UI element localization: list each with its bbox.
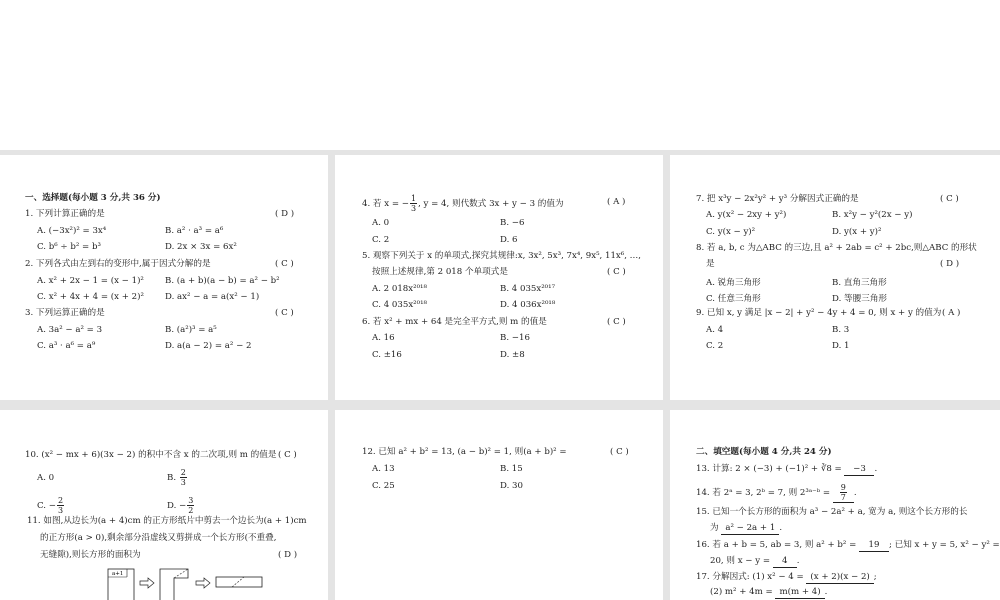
- figure-arrow-1: [140, 578, 154, 588]
- question-17-stem: 17. 分解因式: (1) x² − 4 =: [696, 572, 804, 582]
- question-14-num: 9: [840, 483, 846, 492]
- question-5-option-b: B. 4 035x²⁰¹⁷: [500, 284, 556, 294]
- question-15-period: .: [779, 523, 783, 533]
- question-4-fraction-num: 1: [410, 194, 417, 203]
- question-17-answer-1: (x + 2)(x − 2): [806, 572, 873, 584]
- question-5-stem-line1: 5. 观察下列关于 x 的单项式,探究其规律:x, 3x², 5x³, 7x⁴, 9x⁵, 11x⁶, …,: [362, 251, 641, 261]
- question-15-stem: 15. 已知一个长方形的面积为 a³ − 2a² + a, 宽为 a, 则这个长方形的长: [696, 507, 968, 517]
- question-16-line1: [696, 540, 1000, 552]
- question-4-fraction: [410, 194, 417, 213]
- question-4-answer: ( A ): [607, 197, 626, 207]
- panel-question-12: [335, 410, 663, 600]
- question-7-stem: 7. 把 x³y − 2x²y² + y³ 分解因式正确的是: [696, 194, 859, 204]
- question-14-den: 7: [840, 493, 846, 502]
- question-9-stem: 9. 已知 x, y 满足 |x − 2| + y² − 4y + 4 = 0, 则 x + y 的值为: [696, 308, 942, 318]
- question-7-option-d: D. y(x + y)²: [832, 227, 882, 237]
- question-16-line2: [710, 556, 800, 568]
- question-17-semicolon: ;: [873, 572, 877, 582]
- question-9-option-c: C. 2: [706, 341, 724, 351]
- question-3-answer: ( C ): [275, 308, 294, 318]
- question-11-stem-line2: 的正方形(a > 0),剩余部分沿虚线又剪拼成一个长方形(不重叠,: [40, 533, 277, 543]
- figure-rectangle-dash: [232, 577, 244, 587]
- question-2-answer: ( C ): [275, 259, 294, 269]
- question-12-option-a: A. 13: [372, 464, 395, 474]
- section-title-choice: 一、选择题(每小题 3 分,共 36 分): [25, 193, 161, 203]
- question-3-option-d: D. a(a − 2) = a² − 2: [165, 341, 252, 351]
- section-title-fill: 二、填空题(每小题 4 分,共 24 分): [696, 447, 832, 457]
- figure-dashed-cut: [174, 569, 188, 578]
- figure-rectangle: [216, 577, 262, 587]
- figure-label: a+1: [112, 571, 124, 577]
- option-c-den: 3: [57, 506, 64, 515]
- question-15-line2: [710, 523, 782, 535]
- question-5-answer: ( C ): [607, 267, 626, 277]
- question-17-line1: [696, 572, 877, 584]
- question-17-part2: (2) m² + 4m =: [710, 587, 773, 597]
- question-10-answer: ( C ): [278, 450, 297, 460]
- question-9-answer: ( A ): [942, 308, 961, 318]
- question-2-option-d: D. ax² − a = a(x² − 1): [165, 292, 260, 302]
- question-6-stem: 6. 若 x² + mx + 64 是完全平方式,则 m 的值是: [362, 317, 547, 327]
- panel-questions-7-9: [670, 155, 1000, 400]
- question-8-option-d: D. 等腰三角形: [832, 294, 888, 304]
- question-9-option-b: B. 3: [832, 325, 850, 335]
- question-6-answer: ( C ): [607, 317, 626, 327]
- question-12-stem: 12. 已知 a² + b² = 13, (a − b)² = 1, 则(a + b)² =: [362, 447, 567, 457]
- question-1-option-b: B. a² · a³ = a⁶: [165, 226, 224, 236]
- question-8-option-a: A. 锐角三角形: [706, 278, 761, 288]
- question-9-option-a: A. 4: [706, 325, 724, 335]
- question-7-option-b: B. x²y − y²(2x − y): [832, 210, 913, 220]
- question-6-option-d: D. ±8: [500, 350, 525, 360]
- question-2-option-a: A. x² + 2x − 1 = (x − 1)²: [37, 276, 144, 286]
- question-10-option-b: [167, 468, 188, 487]
- option-d-prefix: D. −: [167, 501, 187, 511]
- question-4-option-d: D. 6: [500, 235, 518, 245]
- question-2-option-c: C. x² + 4x + 4 = (x + 2)²: [37, 292, 144, 302]
- question-7-answer: ( C ): [940, 194, 959, 204]
- option-b-den: 3: [180, 478, 186, 487]
- question-11-stem-line3: 无缝隙),则长方形的面积为: [40, 550, 141, 560]
- panel-questions-13-17: [670, 410, 1000, 600]
- question-3-stem: 3. 下列运算正确的是: [25, 308, 105, 318]
- question-4-fraction-den: 3: [410, 204, 417, 213]
- option-c-fraction: [57, 496, 64, 515]
- question-14-period: .: [853, 488, 857, 498]
- question-1-answer: ( D ): [275, 209, 295, 219]
- question-8-option-b: B. 直角三角形: [832, 278, 887, 288]
- question-5-option-a: A. 2 018x²⁰¹⁸: [372, 284, 427, 294]
- option-b-num: 2: [180, 468, 186, 477]
- question-4-stem: [362, 194, 564, 213]
- question-10-option-a: A. 0: [37, 473, 55, 483]
- question-11-stem-line1: 11. 如图,从边长为(a + 4)cm 的正方形纸片中剪去一个边长为(a + 1)cm: [27, 516, 307, 526]
- question-12-option-c: C. 25: [372, 481, 395, 491]
- question-3-option-a: A. 3a² − a² = 3: [37, 325, 103, 335]
- question-9-option-d: D. 1: [832, 341, 850, 351]
- option-d-fraction: [187, 496, 194, 515]
- question-10-stem: 10. (x² − mx + 6)(3x − 2) 的积中不含 x 的二次项,则 m 的值是: [25, 450, 277, 460]
- question-4-option-a: A. 0: [372, 218, 390, 228]
- question-3-option-c: C. a³ · a⁶ = a⁹: [37, 341, 96, 351]
- question-13-stem: 13. 计算: 2 × (−3) + (−1)² + ∛8 =: [696, 464, 842, 474]
- question-8-answer: ( D ): [940, 259, 960, 269]
- question-17-answer-2: m(m + 4): [775, 587, 824, 599]
- panel-questions-1-3: [0, 155, 328, 400]
- option-c-num: 2: [57, 496, 64, 505]
- question-4-text-b: , y = 4, 则代数式 3x + y − 3 的值为: [418, 199, 564, 209]
- question-14: [696, 483, 857, 503]
- option-c-prefix: C. −: [37, 501, 56, 511]
- question-10-option-c: [37, 496, 65, 515]
- question-5-stem-line2: 按照上述规律,第 2 018 个单项式是: [372, 267, 508, 277]
- question-1-option-c: C. b⁶ ÷ b² = b³: [37, 242, 101, 252]
- question-17-period: .: [824, 587, 828, 597]
- question-11-answer: ( D ): [278, 550, 298, 560]
- question-5-option-c: C. 4 035x²⁰¹⁸: [372, 300, 427, 310]
- question-13: [696, 464, 877, 476]
- question-1-option-a: A. (−3x²)² = 3x⁴: [37, 226, 107, 236]
- option-b-fraction: [180, 468, 187, 487]
- question-15-prefix: 为: [710, 523, 719, 533]
- question-16-line2-text: 20, 则 x − y =: [710, 556, 771, 566]
- question-7-option-a: A. y(x² − 2xy + y²): [706, 210, 787, 220]
- top-blank-area: [0, 0, 1000, 150]
- option-d-num: 3: [188, 496, 194, 505]
- question-2-option-b: B. (a + b)(a − b) = a² − b²: [165, 276, 280, 286]
- question-1-option-d: D. 2x × 3x = 6x²: [165, 242, 237, 252]
- question-8-stem-line1: 8. 若 a, b, c 为△ABC 的三边,且 a² + 2ab = c² + 2bc,则△ABC 的形状: [696, 243, 977, 253]
- question-13-answer: −3: [844, 464, 874, 476]
- question-3-option-b: B. (a²)³ = a⁵: [165, 325, 217, 335]
- question-14-fraction: [840, 483, 847, 502]
- question-4-option-c: C. 2: [372, 235, 390, 245]
- question-13-period: .: [874, 464, 878, 474]
- question-1-stem: 1. 下列计算正确的是: [25, 209, 105, 219]
- figure-l-shape: [160, 569, 188, 600]
- option-b-prefix: B.: [167, 473, 179, 483]
- question-17-line2: [710, 587, 827, 599]
- option-d-den: 2: [188, 506, 194, 515]
- question-10-option-d: [167, 496, 195, 515]
- question-16-answer-2: 4: [773, 556, 797, 568]
- question-11-figure: [100, 563, 270, 600]
- figure-arrow-2: [196, 578, 210, 588]
- question-8-option-c: C. 任意三角形: [706, 294, 761, 304]
- question-16-stem: 16. 若 a + b = 5, ab = 3, 则 a² + b² =: [696, 540, 857, 550]
- question-4-text-a: 4. 若 x = −: [362, 199, 409, 209]
- question-8-stem-line2: 是: [706, 259, 715, 269]
- panel-questions-4-6: [335, 155, 663, 400]
- question-14-answer: [833, 483, 854, 503]
- panel-questions-10-11: [0, 410, 328, 600]
- question-12-answer: ( C ): [610, 447, 629, 457]
- question-12-option-b: B. 15: [500, 464, 523, 474]
- question-5-option-d: D. 4 036x²⁰¹⁸: [500, 300, 556, 310]
- question-16-mid: ; 已知 x + y = 5, x² − y² =: [889, 540, 1000, 550]
- question-6-option-c: C. ±16: [372, 350, 402, 360]
- question-6-option-a: A. 16: [372, 333, 395, 343]
- question-2-stem: 2. 下列各式由左到右的变形中,属于因式分解的是: [25, 259, 211, 269]
- question-16-answer-1: 19: [859, 540, 889, 552]
- question-6-option-b: B. −16: [500, 333, 530, 343]
- question-15-answer: a² − 2a + 1: [721, 523, 779, 535]
- question-7-option-c: C. y(x − y)²: [706, 227, 756, 237]
- question-4-option-b: B. −6: [500, 218, 525, 228]
- question-14-stem: 14. 若 2ᵃ = 3, 2ᵇ = 7, 则 2³ᵃ⁻ᵇ =: [696, 488, 831, 498]
- question-12-option-d: D. 30: [500, 481, 523, 491]
- question-16-period: .: [796, 556, 800, 566]
